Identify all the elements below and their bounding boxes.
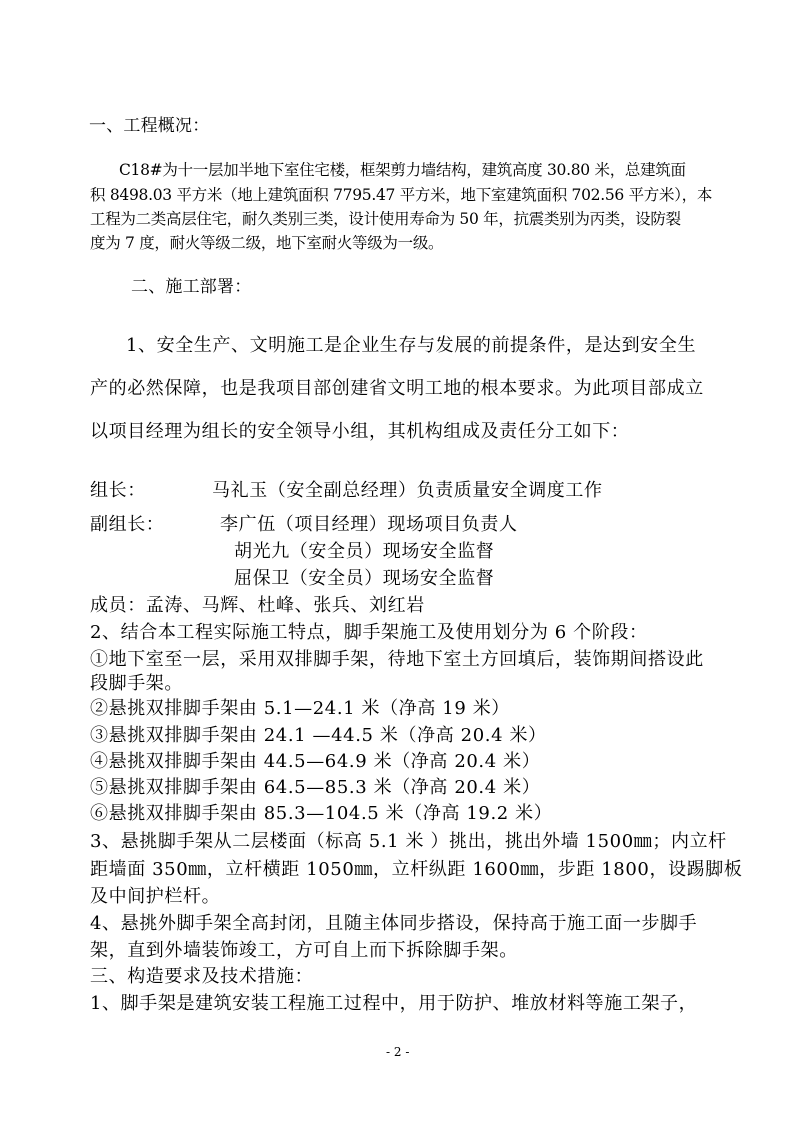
role-text-safety-officer-2: 屈保卫（安全员）现场安全监督 [234,568,495,589]
overview-line-1: C18#为十一层加半地下室住宅楼，框架剪力墙结构，建筑高度 30.80 米，总建筑面 [119,161,686,179]
overview-line-3: 工程为二类高层住宅，耐久类别三类，设计使用寿命为 50 年，抗震类别为丙类，设防裂 [90,210,681,228]
item2-line-4: ②悬挑双排脚手架由 5.1—24.1 米（净高 19 米） [90,698,510,719]
overview-line-2: 积 8498.03 平方米（地上建筑面积 7795.47 平方米，地下室建筑面积 702.56 平方米），本 [90,186,713,204]
role-text-deputy: 李广伍（项目经理）现场项目负责人 [220,514,518,535]
item3-line-3: 及中间护栏杆。 [90,886,221,907]
item2-line-1: 2、结合本工程实际施工特点，脚手架施工及使用划分为 6 个阶段： [90,622,648,643]
role-label-leader: 组长： [90,480,146,501]
item4-line-2: 架，直到外墙装饰竣工，方可自上而下拆除脚手架。 [90,940,518,961]
role-text-leader: 马礼玉（安全副总经理）负责质量安全调度工作 [212,480,603,501]
section-heading-requirements: 三、构造要求及技术措施： [90,966,314,987]
requirements-line-1: 1、脚手架是建筑安装工程施工过程中，用于防护、堆放材料等施工架子， [90,993,698,1014]
deployment-para-line-3: 以项目经理为组长的安全领导小组，其机构组成及责任分工如下： [90,421,630,442]
item4-line-1: 4、悬挑外脚手架全高封闭，且随主体同步搭设，保持高于施工面一步脚手 [90,913,698,934]
section-heading-overview: 一、工程概况： [89,116,210,136]
overview-line-4: 度为 7 度，耐火等级二级，地下室耐火等级为一级。 [90,234,444,252]
item2-line-8: ⑥悬挑双排脚手架由 85.3—104.5 米（净高 19.2 米） [90,803,553,824]
item3-line-1: 3、悬挑脚手架从二层楼面（标高 5.1 米 ）挑出，挑出外墙 1500㎜；内立杆 [90,831,727,852]
item3-line-2: 距墙面 350㎜，立杆横距 1050㎜，立杆纵距 1600㎜，步距 1800，设踢脚板 [90,859,743,880]
deployment-para-line-2: 产的必然保障，也是我项目部创建省文明工地的根本要求。为此项目部成立 [90,378,704,399]
page-number: - 2 - [386,1045,410,1059]
item2-line-5: ③悬挑双排脚手架由 24.1 —44.5 米（净高 20.4 米） [90,725,547,746]
role-text-safety-officer-1: 胡光九（安全员）现场安全监督 [234,541,495,562]
role-label-deputy: 副组长： [90,514,165,535]
item2-line-3: 段脚手架。 [90,673,183,694]
item2-line-2: ①地下室至一层，采用双排脚手架，待地下室土方回填后，装饰期间搭设此 [90,649,704,670]
deployment-para-line-1: 1、安全生产、文明施工是企业生存与发展的前提条件，是达到安全生 [126,335,697,356]
members-line: 成员：孟涛、马辉、杜峰、张兵、刘红岩 [90,595,425,616]
section-heading-deployment: 二、施工部署： [131,277,252,297]
item2-line-6: ④悬挑双排脚手架由 44.5—64.9 米（净高 20.4 米） [90,751,541,772]
item2-line-7: ⑤悬挑双排脚手架由 64.5—85.3 米（净高 20.4 米） [90,777,541,798]
